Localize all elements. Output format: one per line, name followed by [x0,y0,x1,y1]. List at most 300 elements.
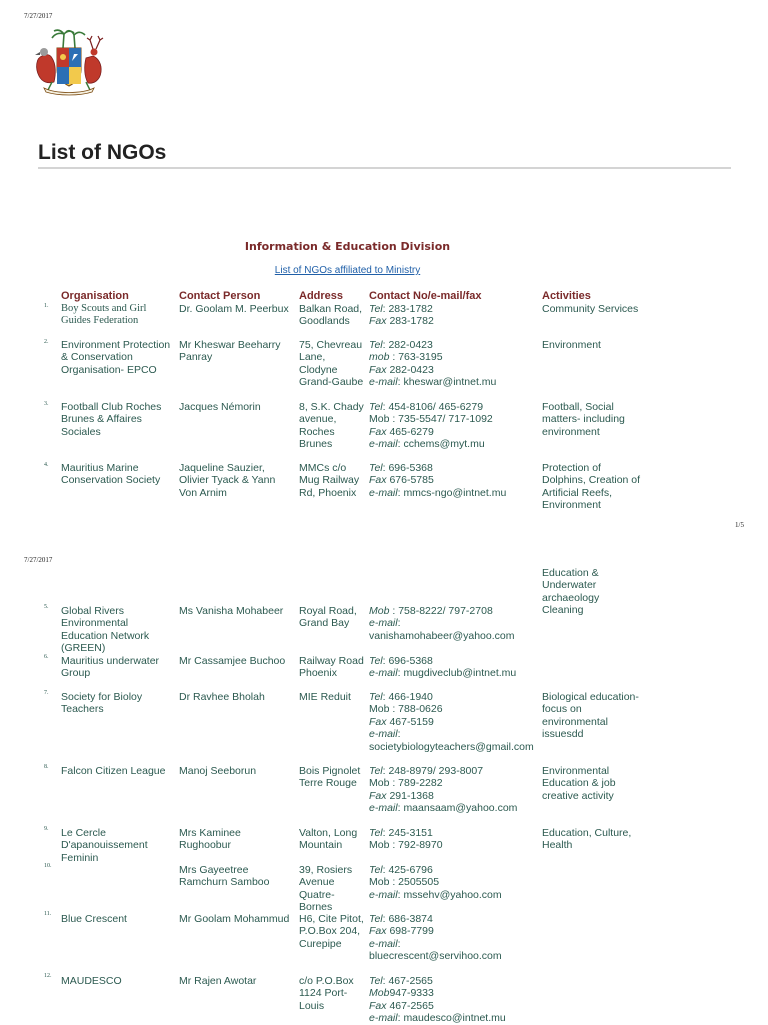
email-address: mssehv@yahoo.com [403,888,502,901]
organisation-line: Mauritius Marine [61,462,139,474]
contact-detail-label: Mob [369,987,390,1000]
contact-details-cell [369,913,544,963]
organisation-line: Brunes & Affaires [61,413,142,426]
email-address: kheswar@intnet.mu [403,376,497,389]
page-date: 7/27/2017 [24,556,53,564]
address-line: Clodyne [299,363,338,376]
contact-detail-label: Fax [369,474,387,487]
activity-line: Environment [542,499,601,512]
activity-line: Environmental [542,765,610,777]
row-number: 5. [44,604,49,610]
contact-person-cell [179,827,299,852]
contact-line: Panray [179,351,213,364]
contact-detail-value: 758-8222/ 797-2708 [398,605,493,617]
page-date: 7/27/2017 [24,12,53,20]
contact-details-cell [369,827,544,852]
organisation-line: Boy Scouts and Girl [61,303,147,314]
contact-detail-line [369,413,544,425]
contact-detail-separator: : [382,827,389,839]
contact-detail-value: 763-3195 [398,351,443,364]
contact-person-cell [179,691,299,703]
contact-detail-line [369,889,544,901]
address-line: Grand Bay [299,617,350,630]
activity-line: matters- including [542,413,625,426]
contact-detail-separator: : [382,765,389,777]
organisation-line: Teachers [61,703,104,716]
contact-detail-line [369,655,544,667]
contact-detail-value: 425-6796 [388,864,433,876]
contact-detail-line [369,925,544,937]
contact-person-cell [179,913,299,925]
contact-detail-value: 696-5368 [388,462,433,474]
address-line: Louis [299,999,325,1012]
activity-line: creative activity [542,789,614,802]
contact-detail-value: 696-5368 [388,655,433,667]
contact-detail-value: 467-2565 [388,975,433,987]
address-line: Goodlands [299,315,350,328]
activity-line: Football, Social [542,401,614,413]
contact-detail-value: 283-1782 [388,303,433,315]
address-cell [299,975,369,1012]
activity-line: Environment [542,339,601,351]
header-activities: Activities [542,290,591,302]
contact-detail-label: Tel [369,864,383,876]
contact-detail-value: 467-2565 [389,999,434,1012]
contact-detail-value: 465-6279 [389,425,434,438]
address-cell [299,462,369,499]
contact-line: Dr Ravhee Bholah [179,691,265,703]
address-line: 75, Chevreau [299,339,363,351]
contact-line: Mrs Gayeetree [179,864,249,876]
address-line: 1124 Port- [299,987,348,1000]
contact-detail-label: e-mail [369,376,398,389]
activity-line: Cleaning [542,604,584,617]
organisation-cell [61,462,179,487]
address-line: Lane, [299,351,326,364]
contact-details-cell [369,691,544,753]
contact-detail-separator: : [382,691,389,703]
address-cell [299,691,369,703]
organisation-cell [61,303,179,328]
affiliated-link-wrapper [0,265,695,276]
email-address: maansaam@yahoo.com [403,802,518,815]
contact-line: Mr Rajen Awotar [179,975,257,987]
contact-details-cell [369,605,544,642]
contact-detail-label: e-mail [369,802,398,815]
contact-detail-label: e-mail [369,728,398,741]
organisation-line: Mauritius underwater [61,655,160,667]
contact-detail-separator: : [397,667,404,680]
activity-line: Artificial Reefs, [542,486,613,499]
contact-detail-label: Fax [369,925,387,938]
address-line: Terre Rouge [299,777,357,790]
header-contact-person: Contact Person [179,290,261,302]
activity-line: Community Services [542,303,639,315]
address-cell [299,827,369,852]
contact-person-cell [179,462,299,499]
address-line: Brunes [299,438,333,451]
address-line: 39, Rosiers [299,864,353,876]
contact-details-cell [369,864,544,901]
contact-detail-line [369,376,544,388]
row-number: 3. [44,401,49,407]
contact-detail-label: Tel [369,975,383,987]
address-line: Valton, Long [299,827,358,839]
organisation-line: Group [61,667,91,680]
contact-detail-label: Fax [369,715,387,728]
contact-detail-line [369,339,544,351]
contact-detail-line [369,438,544,450]
contact-detail-line [369,839,544,851]
contact-line: Ramchurn Samboo [179,876,270,889]
contact-detail-line [369,765,544,777]
organisation-line: Global Rivers [61,605,125,617]
email-address: vanishamohabeer@yahoo.com [369,629,515,642]
contact-line: Rughoobur [179,839,231,852]
organisation-cell [61,401,179,438]
row-number: 11. [44,911,52,917]
activities-cell [542,765,662,802]
contact-detail-line [369,303,544,315]
activity-line: focus on [542,703,582,716]
contact-detail-label: e-mail [369,617,398,630]
organisation-cell [61,913,179,925]
activity-line: environment [542,425,600,438]
contact-detail-line [369,975,544,987]
contact-detail-label: Fax [369,425,387,438]
contact-detail-line [369,716,544,728]
contact-detail-separator: : [382,339,389,351]
contact-detail-value: 283-1782 [389,315,434,328]
address-line: MIE Reduit [299,691,351,703]
organisation-line: & Conservation [61,351,133,364]
contact-detail-separator: : [382,913,389,925]
email-address: mmcs-ngo@intnet.mu [403,486,507,499]
contact-person-cell [179,303,299,315]
contact-detail-line [369,950,544,962]
row-number: 1. [44,303,49,309]
organisation-line: Guides Federation [61,315,139,327]
address-line: H6, Cite Pitot, [299,913,364,925]
activities-cell [542,691,662,741]
contact-person-cell [179,765,299,777]
contact-detail-value: 248-8979/ 293-8007 [388,765,484,777]
contact-detail-label: e-mail [369,1012,398,1025]
contact-detail-value: Mob : 788-0626 [369,703,443,716]
contact-detail-value: 676-5785 [389,474,434,487]
activities-cell [542,827,662,852]
email-address: mugdiveclub@intnet.mu [403,667,517,680]
contact-detail-separator: : [382,462,389,474]
organisation-line: Sociales [61,425,101,438]
contact-detail-value: Mob : 2505505 [369,876,440,889]
organisation-line: (GREEN) [61,642,106,655]
email-address: cchems@myt.mu [403,438,485,451]
organisation-line: Falcon Citizen League [61,765,166,777]
affiliated-ngos-link[interactable]: List of NGOs affiliated to Ministry [274,265,421,276]
activity-line: Education & job [542,777,616,790]
contact-detail-line [369,605,544,617]
contact-details-cell [369,765,544,815]
contact-detail-separator: : [382,864,389,876]
contact-detail-line [369,474,544,486]
coat-of-arms-icon [30,28,108,96]
contact-detail-label: Tel [369,303,383,315]
contact-person-cell [179,864,299,889]
organisation-line: Conservation Society [61,474,161,487]
contact-detail-line [369,691,544,703]
contact-detail-line [369,1000,544,1012]
contact-detail-label: Tel [369,691,383,703]
contact-detail-line [369,876,544,888]
contact-person-cell [179,655,299,667]
contact-detail-label: Fax [369,999,387,1012]
organisation-cell [61,765,179,777]
address-line: Mug Railway [299,474,360,487]
contact-detail-line [369,864,544,876]
contact-detail-value: 947-9333 [389,987,434,1000]
contact-detail-line [369,426,544,438]
header-organisation: Organisation [61,290,129,302]
address-cell [299,401,369,451]
header-address: Address [299,290,344,302]
organisation-cell [61,827,179,864]
organisation-line: D'apanouissement [61,839,148,852]
contact-line: Mr Kheswar Beeharry [179,339,281,351]
organisation-cell [61,655,179,680]
contact-detail-label: e-mail [369,937,398,950]
contact-detail-value: 467-5159 [389,715,434,728]
contact-line: Dr. Goolam M. Peerbux [179,303,289,315]
contact-detail-separator: : [397,617,401,630]
address-line: Phoenix [299,667,337,680]
address-line: MMCs c/o [299,462,347,474]
contact-person-cell [179,401,299,413]
title-divider [38,167,731,169]
address-cell [299,303,369,328]
row-number: 2. [44,339,49,345]
contact-details-cell [369,401,544,451]
contact-detail-label: Fax [369,789,387,802]
address-line: Quatre- [299,888,335,901]
contact-detail-label: Tel [369,913,383,925]
address-line: Rd, Phoenix [299,486,357,499]
email-address: maudesco@intnet.mu [403,1012,506,1025]
activity-line: Protection of [542,462,601,474]
contact-person-cell [179,605,299,617]
activity-line: Underwater [542,579,597,592]
contact-detail-line [369,777,544,789]
contact-details-cell [369,655,544,680]
address-line: Avenue [299,876,335,889]
row-number: 10. [44,863,52,869]
activities-cell [542,339,662,351]
address-cell [299,765,369,790]
contact-detail-line [369,827,544,839]
row-number: 6. [44,654,49,660]
activities-cell [542,462,662,512]
contact-details-cell [369,303,544,328]
organisation-line: Organisation- EPCO [61,363,157,376]
contact-detail-separator: : [382,401,389,413]
contact-detail-line [369,938,544,950]
address-cell [299,339,369,389]
activity-line: Dolphins, Creation of [542,474,641,487]
contact-detail-separator: : [397,486,404,499]
address-line: Railway Road [299,655,364,667]
contact-detail-line [369,630,544,642]
row-number: 12. [44,973,52,979]
email-address: societybiologyteachers@gmail.com [369,740,534,753]
contact-detail-line [369,462,544,474]
contact-detail-label: Tel [369,765,383,777]
contact-line: Ms Vanisha Mohabeer [179,605,284,617]
activity-line: Health [542,839,573,852]
contact-detail-label: Tel [369,339,383,351]
contact-detail-line [369,987,544,999]
contact-line: Manoj Seeborun [179,765,257,777]
row-number: 7. [44,690,49,696]
page-number: 1/5 [735,521,744,529]
address-line: Bois Pignolet [299,765,361,777]
activity-line: Education & [542,567,599,579]
contact-detail-separator: : [397,376,404,389]
division-heading: Information & Education Division [244,240,451,253]
contact-detail-value: Mob : 792-8970 [369,839,443,852]
organisation-line: Environmental [61,617,129,630]
contact-detail-line [369,667,544,679]
activity-line: Biological education- [542,691,639,703]
contact-detail-label: Tel [369,827,383,839]
header-contact-no: Contact No/e-mail/fax [369,290,482,302]
organisation-cell [61,975,179,987]
row-number: 8. [44,764,49,770]
contact-detail-line [369,741,544,753]
contact-line: Mr Goolam Mohammud [179,913,290,925]
contact-detail-label: mob [369,351,390,364]
contact-detail-separator: : [382,655,389,667]
address-cell [299,913,369,950]
contact-detail-value: Mob : 789-2282 [369,777,443,790]
address-line: Bornes [299,901,333,914]
address-cell [299,605,369,630]
address-line: 8, S.K. Chady [299,401,364,413]
contact-details-cell [369,462,544,499]
email-address: bluecrescent@servihoo.com [369,950,502,963]
contact-detail-separator: : [397,438,404,451]
contact-detail-separator: : [397,937,401,950]
contact-detail-line [369,802,544,814]
contact-detail-label: Tel [369,401,383,413]
contact-detail-label: e-mail [369,888,398,901]
organisation-line: Education Network [61,629,150,642]
organisation-line: Football Club Roches [61,401,162,413]
organisation-line: Society for Bioloy [61,691,143,703]
row-number: 9. [44,826,49,832]
address-line: Royal Road, [299,605,357,617]
address-line: Mountain [299,839,343,852]
activity-line: issuesdd [542,728,584,741]
contact-detail-line [369,364,544,376]
organisation-line: MAUDESCO [61,975,122,987]
activities-cell [542,401,662,438]
organisation-line: Le Cercle [61,827,106,839]
address-line: Balkan Road, [299,303,363,315]
address-line: avenue, [299,413,337,426]
contact-detail-value: 282-0423 [388,339,433,351]
activity-line: archaeology [542,591,600,604]
contact-detail-separator: : [382,303,389,315]
contact-detail-label: e-mail [369,667,398,680]
address-line: P.O.Box 204, [299,925,361,938]
contact-detail-line [369,913,544,925]
contact-line: Von Arnim [179,486,227,499]
contact-detail-separator: : [397,802,404,815]
contact-details-cell [369,339,544,389]
contact-detail-label: Fax [369,363,387,376]
activities-cell [542,303,662,315]
contact-line: Olivier Tyack & Yann [179,474,276,487]
contact-detail-line [369,728,544,740]
contact-detail-label: e-mail [369,486,398,499]
carryover-activities [542,567,662,617]
contact-line: Jaqueline Sauzier, [179,462,265,474]
contact-detail-separator: : [397,728,401,741]
address-line: Grand-Gaube [299,376,364,389]
contact-detail-line [369,487,544,499]
contact-person-cell [179,975,299,987]
contact-detail-separator: : [397,888,404,901]
contact-detail-label: Mob [369,605,390,617]
contact-line: Mr Cassamjee Buchoo [179,655,286,667]
address-cell [299,864,369,914]
contact-detail-value: 245-3151 [388,827,433,839]
organisation-cell [61,691,179,716]
contact-detail-value: 454-8106/ 465-6279 [388,401,484,413]
contact-detail-line [369,703,544,715]
organisation-line: Feminin [61,851,99,864]
contact-detail-line [369,617,544,629]
contact-detail-separator: : [382,975,389,987]
activity-line: Education, Culture, [542,827,632,839]
contact-detail-line [369,401,544,413]
page-title: List of NGOs [38,141,167,164]
contact-detail-value: 698-7799 [389,925,434,938]
contact-detail-line [369,351,544,363]
contact-detail-label: Tel [369,462,383,474]
row-number: 4. [44,462,49,468]
contact-detail-value: 686-3874 [388,913,433,925]
contact-detail-line [369,1012,544,1024]
contact-detail-value: 466-1940 [388,691,433,703]
address-line: c/o P.O.Box [299,975,354,987]
contact-detail-separator: : [389,351,399,364]
organisation-cell [61,339,179,376]
address-line: Roches [299,425,335,438]
contact-detail-separator: : [397,1012,404,1025]
contact-detail-separator: : [389,605,399,617]
activity-line: environmental [542,715,608,728]
organisation-line: Blue Crescent [61,913,127,925]
contact-detail-label: Fax [369,315,387,328]
address-line: Curepipe [299,937,342,950]
organisation-cell [61,605,179,655]
contact-detail-line [369,790,544,802]
organisation-line: Environment Protection [61,339,171,351]
contact-line: Mrs Kaminee [179,827,241,839]
contact-detail-label: Tel [369,655,383,667]
address-cell [299,655,369,680]
